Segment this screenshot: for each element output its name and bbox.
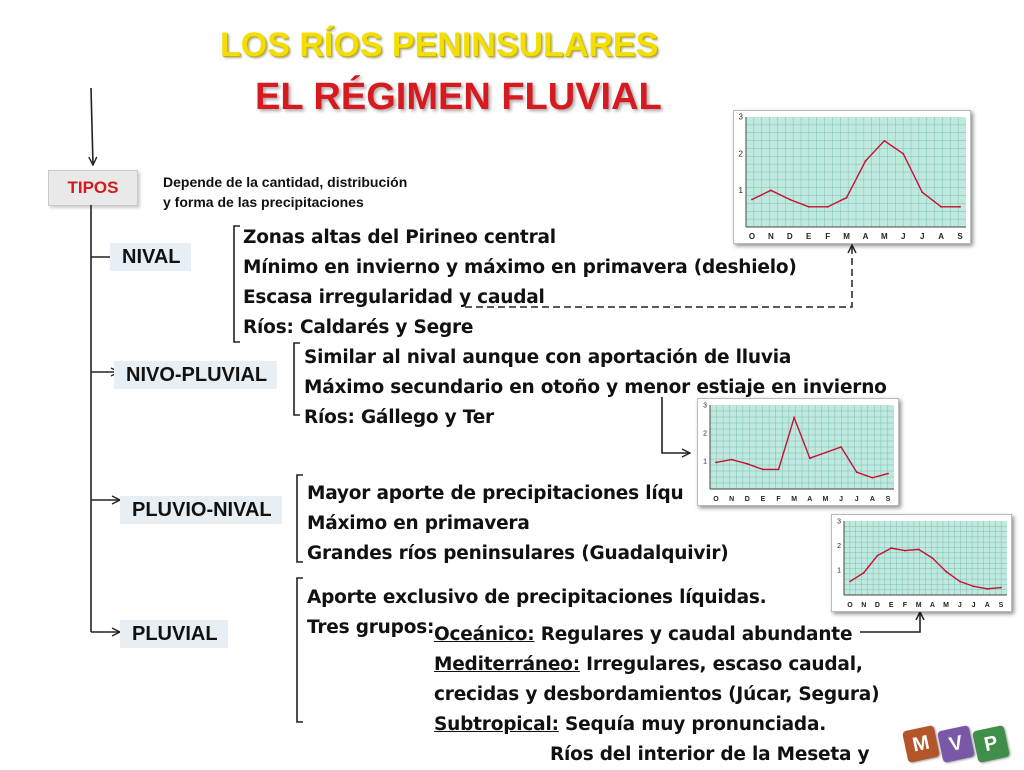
data-point xyxy=(863,572,865,574)
x-tick-label: A xyxy=(869,496,875,503)
data-point xyxy=(973,585,975,587)
decoration-cubes xyxy=(905,728,1007,760)
x-tick-label: A xyxy=(938,232,944,241)
category-pluvial: PLUVIAL xyxy=(120,620,228,648)
text-line: Mayor aporte de precipitaciones líqu xyxy=(307,483,684,504)
x-tick-label: A xyxy=(929,602,935,609)
data-point xyxy=(825,452,827,454)
x-tick-label: J xyxy=(839,496,844,503)
y-tick-label: 3 xyxy=(703,402,707,410)
text-line: Tres grupos: xyxy=(307,617,435,638)
data-point xyxy=(715,462,717,464)
y-tick-label: 2 xyxy=(738,149,743,159)
text-line: Ríos: Caldarés y Segre xyxy=(243,317,474,338)
data-point xyxy=(918,548,920,550)
x-tick-label: J xyxy=(854,496,859,503)
data-point xyxy=(793,417,795,419)
group-label: Subtropical: xyxy=(434,714,559,735)
nival-description xyxy=(243,223,797,343)
y-tick-label: 3 xyxy=(837,518,841,526)
chart-pluvial xyxy=(831,514,1012,612)
x-tick-label: D xyxy=(874,602,880,609)
group-subtropical xyxy=(434,710,879,740)
y-tick-label: 1 xyxy=(738,186,743,195)
x-tick-label: M xyxy=(822,496,829,503)
group-label: Oceánico: xyxy=(434,624,535,645)
x-tick-label: M xyxy=(881,232,888,241)
x-tick-label: F xyxy=(825,232,831,241)
x-tick-label: F xyxy=(776,496,781,503)
group-subtropical-cont xyxy=(434,740,879,770)
text-line: Similar al nival aunque con aportación de lluvia xyxy=(304,347,792,368)
arrow-to-tipos xyxy=(91,88,93,165)
data-point xyxy=(945,571,947,573)
data-point xyxy=(887,473,889,475)
data-point xyxy=(770,189,772,191)
data-point xyxy=(731,459,733,461)
bracket-nival xyxy=(234,226,240,342)
x-tick-label: S xyxy=(957,232,963,241)
data-point xyxy=(940,206,942,208)
text-line: Escasa irregularidad y caudal xyxy=(243,287,545,308)
data-point xyxy=(762,469,764,471)
y-tick-label: 2 xyxy=(703,430,707,438)
text-line: Máximo en primavera xyxy=(307,513,530,534)
pluvio-nival-description xyxy=(307,479,729,569)
x-tick-label: F xyxy=(902,602,908,609)
text-line: Aporte exclusivo de precipitaciones líquidas. xyxy=(307,587,767,608)
x-tick-label: D xyxy=(786,232,793,241)
data-point xyxy=(751,199,753,201)
main-title: LOS RÍOS PENINSULARES xyxy=(220,26,659,64)
text-line: Máximo secundario en otoño y menor estiaje en invierno xyxy=(304,377,887,398)
category-nivo-pluvial: NIVO-PLUVIAL xyxy=(114,361,277,389)
x-tick-label: J xyxy=(957,602,962,609)
group-text: crecidas y desbordamientos (Júcar, Segura) xyxy=(434,684,880,705)
x-tick-label: J xyxy=(901,232,906,241)
x-tick-label: J xyxy=(971,602,976,609)
x-tick-label: M xyxy=(915,602,922,609)
x-tick-label: N xyxy=(768,232,774,241)
x-tick-label: S xyxy=(885,496,891,503)
x-tick-label: N xyxy=(729,496,735,503)
data-point xyxy=(846,197,848,199)
x-tick-label: N xyxy=(861,602,867,609)
data-point xyxy=(902,153,904,155)
y-tick-label: 1 xyxy=(703,458,707,466)
x-tick-label: E xyxy=(888,602,894,609)
x-tick-label: A xyxy=(807,496,813,503)
group-text: Irregulares, escaso caudal, xyxy=(579,654,863,675)
x-tick-label: S xyxy=(998,602,1004,609)
data-point xyxy=(883,140,885,142)
group-text: Sequía muy pronunciada. xyxy=(558,714,827,735)
group-text: Regulares y caudal abundante xyxy=(534,624,853,645)
group-text: Ríos del interior de la Meseta y xyxy=(550,744,870,765)
y-tick-label: 2 xyxy=(837,543,841,550)
x-tick-label: E xyxy=(806,232,812,241)
data-point xyxy=(986,588,988,590)
cube-v: V xyxy=(937,725,975,763)
category-nival: NIVAL xyxy=(110,243,191,271)
bracket-pluvio-nival xyxy=(297,475,303,562)
y-tick-label: 1 xyxy=(837,567,841,575)
data-point xyxy=(959,581,961,583)
data-point xyxy=(871,477,873,479)
data-point xyxy=(959,206,961,208)
group-mediterraneo xyxy=(434,650,879,680)
group-mediterraneo-cont xyxy=(434,680,879,710)
text-line: Grandes ríos peninsulares (Guadalquivir) xyxy=(307,543,729,564)
tipos-description-line: Depende de la cantidad, distribución xyxy=(163,174,408,190)
y-tick-label: 3 xyxy=(738,112,743,122)
chart-nival xyxy=(733,110,971,244)
data-point xyxy=(1000,587,1002,589)
data-point xyxy=(921,191,923,193)
data-point xyxy=(856,471,858,473)
data-point xyxy=(931,557,933,559)
data-point xyxy=(904,550,906,552)
data-point xyxy=(865,160,867,162)
x-tick-label: M xyxy=(843,232,850,241)
data-point xyxy=(849,581,851,583)
x-tick-label: O xyxy=(748,232,756,241)
data-point xyxy=(778,469,780,471)
x-tick-label: J xyxy=(919,232,925,241)
x-tick-label: M xyxy=(791,496,798,503)
subtitle: EL RÉGIMEN FLUVIAL xyxy=(255,76,662,118)
category-pluvio-nival: PLUVIO-NIVAL xyxy=(120,496,282,524)
text-line: Zonas altas del Pirineo central xyxy=(243,227,556,248)
cube-m: M xyxy=(902,725,940,763)
bracket-pluvial xyxy=(297,578,303,722)
cube-p: P xyxy=(972,725,1010,763)
x-tick-label: O xyxy=(847,602,853,609)
pluvial-groups xyxy=(434,620,879,770)
data-point xyxy=(808,206,810,208)
data-point xyxy=(840,446,842,448)
data-point xyxy=(877,555,879,557)
x-tick-label: O xyxy=(713,496,719,503)
x-tick-label: A xyxy=(862,232,869,241)
tipos-label: TIPOS xyxy=(67,178,119,197)
group-label: Mediterráneo: xyxy=(434,654,580,675)
data-point xyxy=(789,199,791,201)
x-tick-label: E xyxy=(760,496,766,503)
x-tick-label: A xyxy=(984,602,990,609)
bracket-nivo-pluvial xyxy=(294,343,300,415)
x-tick-label: D xyxy=(744,496,750,503)
data-point xyxy=(746,463,748,465)
data-point xyxy=(809,457,811,459)
x-tick-label: M xyxy=(943,602,950,609)
data-point xyxy=(890,547,892,549)
chart-nivo-pluvial xyxy=(697,398,899,506)
tipos-description-line: y forma de las precipitaciones xyxy=(163,194,364,210)
text-line: Mínimo en invierno y máximo en primavera (deshielo) xyxy=(243,257,797,278)
data-point xyxy=(827,206,829,208)
group-oceanico xyxy=(434,620,879,650)
text-line: Ríos: Gállego y Ter xyxy=(304,407,494,428)
